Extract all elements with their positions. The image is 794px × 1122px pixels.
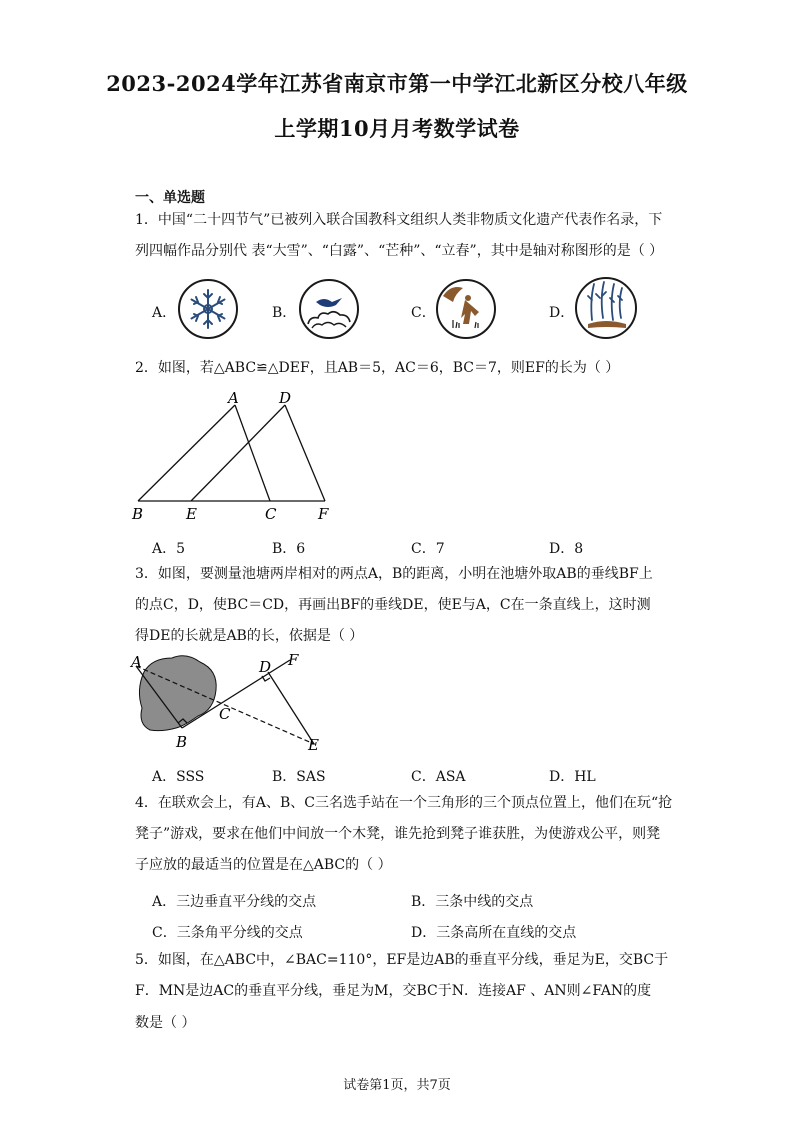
section-heading: 一、单选题 bbox=[135, 190, 205, 206]
q1-stem-line1: 1．中国“二十四节气”已被列入联合国教科文组织人类非物质文化遗产代表作名录，下 bbox=[135, 212, 663, 228]
q4-option-c: C．三条角平分线的交点 bbox=[152, 925, 303, 941]
q2-triangle-figure bbox=[125, 388, 345, 528]
q4-option-d: D．三条高所在直线的交点 bbox=[411, 925, 577, 941]
q2-label-c: C bbox=[265, 505, 277, 523]
q3-option-a: A．SSS bbox=[152, 769, 205, 785]
q3-stem-line3: 得DE的长就是AB的长，依据是（ ） bbox=[135, 628, 364, 644]
farmer-icon bbox=[435, 278, 497, 340]
q1-option-c: C． bbox=[411, 305, 436, 321]
q2-label-a: A bbox=[228, 389, 239, 407]
q3-label-b: B bbox=[176, 733, 188, 751]
q3-stem-line1: 3．如图，要测量池塘两岸相对的两点A，B的距离，小明在池塘外取AB的垂线BF上 bbox=[135, 566, 653, 582]
snowflake-icon bbox=[177, 278, 239, 340]
q3-label-a: A bbox=[131, 653, 142, 671]
q2-label-b: B bbox=[132, 505, 144, 523]
q2-label-d: D bbox=[279, 389, 292, 407]
q2-label-e: E bbox=[186, 505, 197, 523]
q3-label-d: D bbox=[259, 658, 272, 676]
willow-icon bbox=[574, 276, 638, 340]
q2-label-f: F bbox=[318, 505, 329, 523]
q3-option-c: C．ASA bbox=[411, 769, 466, 785]
q3-label-c: C bbox=[219, 705, 231, 723]
q2-option-d: D．8 bbox=[549, 541, 584, 557]
q5-stem-line1: 5．如图，在△ABC中，∠BAC=110°，EF是边AB的垂直平分线，垂足为E，交BC于 bbox=[135, 952, 669, 968]
q1-stem-line2: 列四幅作品分别代 表“大雪”、“白露”、“芒种”、“立春”，其中是轴对称图形的是（ ） bbox=[135, 243, 664, 259]
q4-stem-line1: 4．在联欢会上，有A、B、C三名选手站在一个三角形的三个顶点位置上，他们在玩“抢 bbox=[135, 795, 673, 811]
page-footer: 试卷第1页，共7页 bbox=[343, 1078, 451, 1093]
q3-label-e: E bbox=[308, 736, 319, 754]
q3-pond-figure bbox=[128, 650, 338, 754]
q1-option-a: A． bbox=[152, 305, 177, 321]
q4-option-a: A．三边垂直平分线的交点 bbox=[152, 894, 317, 910]
q2-option-c: C．7 bbox=[411, 541, 445, 557]
q2-option-b: B．6 bbox=[272, 541, 306, 557]
exam-title-line2: 上学期10月月考数学试卷 bbox=[274, 116, 520, 141]
q1-option-d: D． bbox=[549, 305, 575, 321]
q2-stem: 2．如图，若△ABC≌△DEF，且AB＝5，AC＝6，BC＝7，则EF的长为（ ） bbox=[135, 360, 620, 376]
q3-option-d: D．HL bbox=[549, 769, 596, 785]
q2-option-a: A．5 bbox=[152, 541, 186, 557]
exam-title-line1: 2023-2024学年江苏省南京市第一中学江北新区分校八年级 bbox=[106, 71, 688, 96]
q1-option-b: B． bbox=[272, 305, 297, 321]
q4-stem-line2: 凳子”游戏，要求在他们中间放一个木凳，谁先抢到凳子谁获胜，为使游戏公平，则凳 bbox=[135, 826, 661, 842]
q4-stem-line3: 子应放的最适当的位置是在△ABC的（ ） bbox=[135, 857, 392, 873]
q3-stem-line2: 的点C，D，使BC＝CD，再画出BF的垂线DE，使E与A，C在一条直线上，这时测 bbox=[135, 597, 651, 613]
q3-option-b: B．SAS bbox=[272, 769, 326, 785]
bird-cloud-icon bbox=[298, 278, 360, 340]
q4-option-b: B．三条中线的交点 bbox=[411, 894, 534, 910]
q5-stem-line3: 数是（ ） bbox=[135, 1015, 196, 1031]
q5-stem-line2: F．MN是边AC的垂直平分线，垂足为M，交BC于N．连接AF 、AN则∠FAN的度 bbox=[135, 983, 652, 999]
q3-label-f: F bbox=[288, 651, 299, 669]
